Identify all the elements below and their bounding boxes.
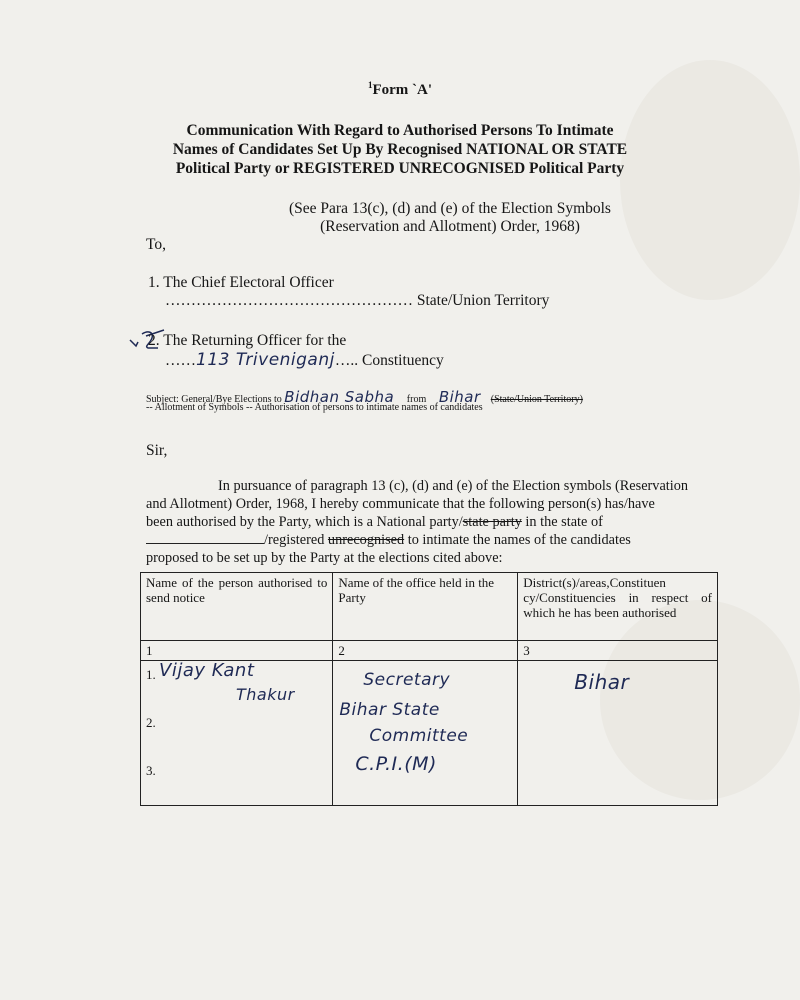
handwritten-district: Bihar <box>574 670 630 694</box>
subject-prefix: Subject: General/Bye Elections to <box>146 394 282 405</box>
header-office: Name of the office held in the Party <box>333 573 518 641</box>
salutation: Sir, <box>146 442 168 459</box>
row-label-2: 2. <box>146 715 156 730</box>
heading-line-1: Communication With Regard to Authorised Persons To Intimate <box>186 122 614 139</box>
item2-dots-right: ….. <box>334 352 359 369</box>
handwritten-office-2: Bihar State <box>339 700 440 720</box>
footnote-mark: 1 <box>367 80 373 90</box>
item1-dots: ………………………………………… <box>165 292 413 309</box>
para-line-5: proposed to be set up by the Party at the elections cited above: <box>146 550 503 566</box>
col-number-1: 1 <box>141 641 333 661</box>
col-number-3: 3 <box>518 641 718 661</box>
see-para-line-2: (Reservation and Allotment) Order, 1968) <box>320 218 580 235</box>
item2-label: 2. The Returning Officer for the <box>148 332 347 349</box>
para-line-3: been authorised by the Party, which is a National party/state party in the state of <box>146 514 603 530</box>
heading-line-2: Names of Candidates Set Up By Recognised NATIONAL OR STATE <box>172 141 628 158</box>
to-label: To, <box>146 236 167 253</box>
blank-line <box>146 531 264 544</box>
table-row <box>141 661 718 806</box>
cell-office <box>333 661 518 806</box>
handwritten-party: C.P.I.(M) <box>355 753 437 775</box>
item1-line <box>165 292 549 310</box>
item2-suffix: Constituency <box>361 352 444 369</box>
subject-from: from <box>406 394 427 405</box>
item2-dots-left: …… <box>165 352 196 369</box>
table-number-row <box>141 641 718 661</box>
see-para-line-1: (See Para 13(c), (d) and (e) of the Election Symbols <box>289 200 611 217</box>
struck-state-party: state party <box>462 514 522 530</box>
item1-label: 1. The Chief Electoral Officer <box>148 274 334 291</box>
para-line-2: and Allotment) Order, 1968, I hereby communicate that the following person(s) has/have <box>146 496 655 512</box>
table-header-row <box>141 573 718 641</box>
form-title: $^1$Form `A' <box>367 80 433 98</box>
handwritten-office-1: Secretary <box>363 670 451 690</box>
header-person: Name of the person authorised to send notice <box>141 573 333 641</box>
handwritten-name-1: Vijay Kant <box>159 660 255 681</box>
col-number-2: 2 <box>333 641 518 661</box>
handwritten-office-3: Committee <box>369 726 469 746</box>
authorisation-table <box>140 572 718 806</box>
item1-suffix: State/Union Territory <box>416 292 550 309</box>
heading-line-3: Political Party or REGISTERED UNRECOGNISED Political Party <box>175 160 625 177</box>
handwritten-state: Bihar <box>438 388 481 406</box>
handwritten-name-2: Thakur <box>236 685 295 704</box>
para-line-4: /registered unrecognised to intimate the names of the candidates <box>146 531 711 549</box>
handwritten-constituency: 113 Triveniganj <box>196 350 335 370</box>
struck-unrecognised: unrecognised <box>327 532 405 548</box>
subject-line-2: -- Allotment of Symbols -- Authorisation of persons to intimate names of candidates <box>146 402 483 413</box>
subject-suffix: (State/Union Territory) <box>490 394 583 405</box>
header-district: District(s)/areas,Constituen cy/Constituencies in respect of which he has been authorised <box>518 573 718 641</box>
row-label-1: 1. <box>146 667 156 682</box>
para-line-1: In pursuance of paragraph 13 (c), (d) and (e) of the Election symbols (Reservation <box>218 478 689 494</box>
handwritten-election-type: Bidhan Sabha <box>284 388 395 406</box>
item2-line <box>165 350 444 370</box>
cell-district <box>518 661 718 806</box>
cell-person <box>141 661 333 806</box>
row-label-3: 3. <box>146 763 156 778</box>
